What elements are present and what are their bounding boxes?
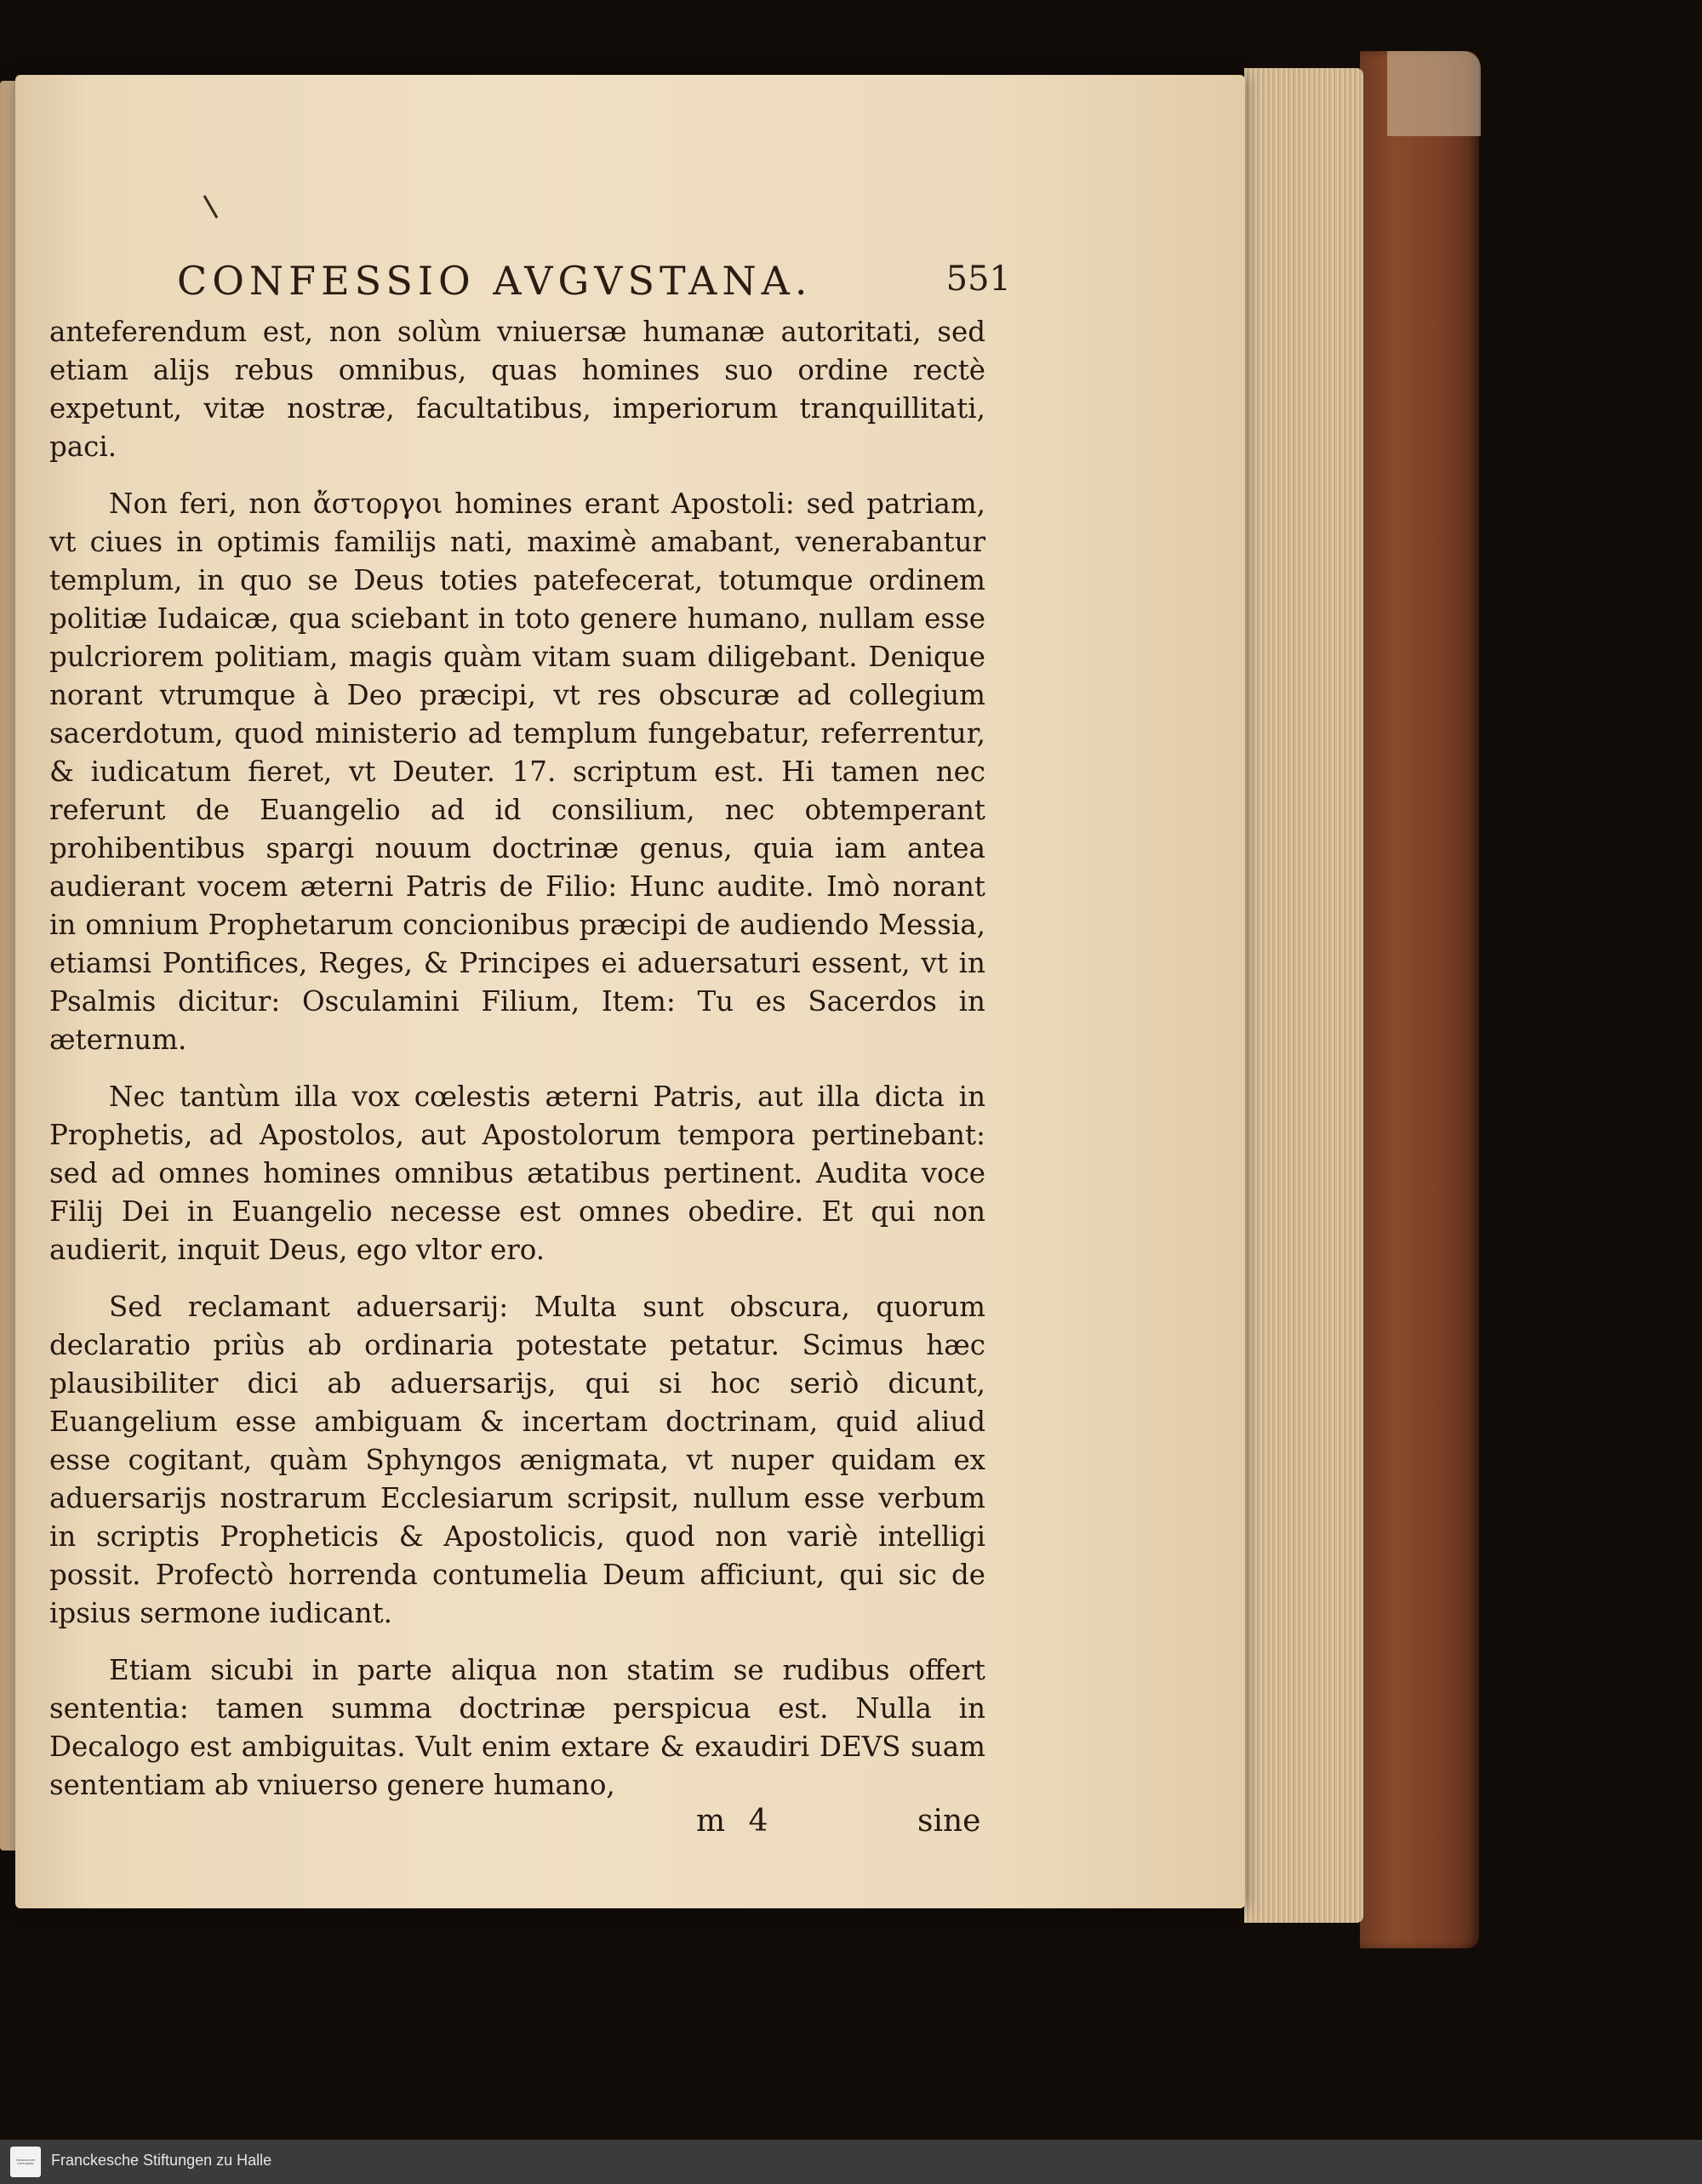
- paragraph-1: anteferendum est, non solùm vniuersæ humanæ autoritati, sed etiam alijs rebus omnibus, quas homines suo ordine rectè expetunt, vitæ nostræ, facultatibus, imperiorum tranquillitati, paci.: [49, 316, 985, 463]
- book-page: [15, 75, 1245, 1908]
- running-title: CONFESSIO AVGVSTANA.: [177, 258, 813, 304]
- paragraph-4: Sed reclamant aduersarij: Multa sunt obscura, quorum declaratio priùs ab ordinaria potestate petatur. Scimus hæc plausibiliter dici ab aduersarijs, qui si hoc seriò dicunt, Euangelium esse ambiguam & incertam doctrinam, quid aliud esse cogitant, quàm Sphyngos ænigmata, vt nuper quidam ex aduersarijs nostrarum Ecclesiarum scripsit, nullum esse verbum in scriptis Propheticis & Apostolicis, quod non variè intelligi possit. Profectò horrenda contumelia Deum afficiunt, qui sic de ipsius sermone iudicant.: [49, 1291, 985, 1629]
- page-header: [168, 258, 1011, 309]
- page-number: 551: [945, 259, 1011, 299]
- cover-headband: [1387, 51, 1481, 136]
- paragraph-2: Non feri, non ἄστοργοι homines erant Apostoli: sed patriam, vt ciues in optimis familijs nati, maximè amabant, venerabantur templum, in quo se Deus toties patefecerat, totumque ordinem politiæ Iudaicæ, qua sciebant in toto genere humano, nullam esse pulcriorem politiam, magis quàm vitam suam diligebant. Denique norant vtrumque à Deo præcipi, vt res obscuræ ad collegium sacerdotum, quod ministerio ad templum fungebatur, referrentur, & iudicatum fieret, vt Deuter. 17. scriptum est. Hi tamen nec referunt de Euangelio ad id consilium, nec obtemperant prohibentibus spargi nouum doctrinæ genus, quia iam antea audierant vocem æterni Patris de Filio: Hunc audite. Imò norant in omnium Prophetarum concionibus præcipi de audiendo Messia, etiamsi Pontifices, Reges, & Principes ei aduersaturi essent, vt in Psalmis dicitur: Osculamini Filium, Item: Tu es Sacerdos in æternum.: [49, 488, 985, 1056]
- catchword: sine: [917, 1804, 981, 1839]
- body-text: [49, 313, 985, 1823]
- institution-logo-icon: FRANCKESCHE STIFTUNGEN: [10, 2147, 41, 2177]
- paragraph-3: Nec tantùm illa vox cœlestis æterni Patris, aut illa dicta in Prophetis, ad Apostolos, aut Apostolorum tempora pertinebant: sed ad omnes homines omnibus ætatibus pertinent. Audita voce Filij Dei in Euangelio necesse est omnes obedire. Et qui non audierit, inquit Deus, ego vltor ero.: [49, 1081, 985, 1266]
- ink-mark: [203, 195, 219, 218]
- institution-name: Franckesche Stiftungen zu Halle: [51, 2152, 272, 2169]
- book-cover: [1360, 51, 1479, 1948]
- signature-mark: m 4: [696, 1804, 775, 1839]
- page-edges: [1244, 68, 1363, 1923]
- paragraph-5: Etiam sicubi in parte aliqua non statim se rudibus offert sententia: tamen summa doctrinæ perspicua est. Nulla in Decalogo est ambiguitas. Vult enim extare & exaudiri DEVS suam sententiam ab vniuerso genere humano,: [49, 1654, 985, 1801]
- viewer-footer: [0, 2140, 1702, 2184]
